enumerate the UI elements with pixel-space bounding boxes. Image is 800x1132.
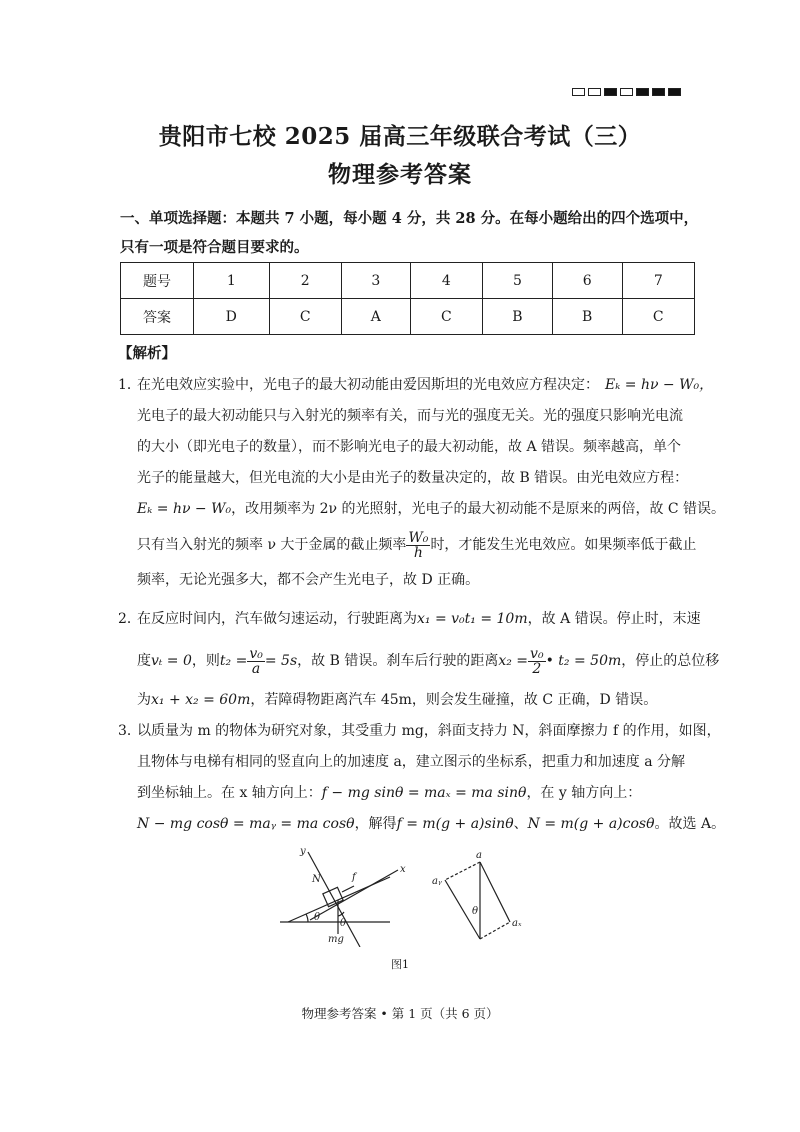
text-line: 频率，无论光强多大，都不会产生光电子，故 D 正确。	[137, 572, 480, 588]
text-span: 在光电效应实验中，光电子的最大初动能由爱因斯坦的光电效应方程决定：	[137, 377, 599, 393]
label-y: y	[300, 846, 306, 857]
table-cell: 1	[194, 263, 270, 299]
table-cell: 3	[341, 263, 410, 299]
text-span: ，解得	[354, 816, 397, 832]
text-span: 到坐标轴上。在 x 轴方向上：	[137, 785, 322, 801]
text-span: 时，才能发生光电效应。如果频率低于截止	[430, 537, 697, 553]
label-f: f	[352, 872, 356, 883]
table-cell: B	[483, 299, 553, 335]
text-span: ，若障碍物距离汽车 45m，则会发生碰撞，故 C 正确，D 错误。	[250, 692, 658, 708]
text-span: ，改用频率为 2ν 的光照射，光电子的最大初动能不是原来的两倍，故 C 错误。	[231, 501, 726, 517]
question-number: 3．	[118, 723, 141, 739]
text-line: 的大小（即光电子的数量），而不影响光电子的最大初动能，故 A 错误。频率越高，单个	[137, 439, 682, 455]
mark-filled	[652, 88, 665, 96]
table-cell: A	[341, 299, 410, 335]
text-line	[118, 525, 696, 565]
text-line	[118, 809, 726, 840]
equation: vₜ = 0	[151, 653, 192, 669]
label-x: x	[400, 864, 406, 875]
text-line: 光子的能量越大，但光电流的大小是由光子的数量决定的，故 B 错误。由光电效应方程：	[137, 470, 689, 486]
fraction	[247, 647, 265, 676]
fraction-denominator: 2	[532, 660, 542, 677]
y-axis	[308, 852, 360, 947]
question-number: 2．	[118, 611, 141, 627]
text-span: ，故 B 错误。刹车后行驶的距离	[297, 653, 499, 669]
mark-empty	[572, 88, 585, 96]
mark-filled	[636, 88, 649, 96]
label-N: N	[312, 874, 321, 885]
answer-table	[120, 262, 695, 335]
angle-arc	[306, 914, 308, 922]
text-span: 。故选 A。	[654, 816, 726, 832]
table-cell: 7	[622, 263, 694, 299]
equation: f − mg sinθ = maₓ = ma sinθ	[321, 785, 527, 801]
text-line: 且物体与电梯有相同的竖直向上的加速度 a，建立图示的坐标系，把重力和加速度 a 分解	[137, 754, 686, 770]
label-mg: mg	[328, 934, 344, 945]
text-line	[118, 494, 726, 525]
text-line	[118, 685, 696, 716]
table-cell: C	[410, 299, 482, 335]
table-cell: 5	[483, 263, 553, 299]
fraction	[528, 647, 546, 676]
table-cell: C	[269, 299, 341, 335]
page-footer: 物理参考答案 • 第 1 页（共 6 页）	[301, 1006, 499, 1021]
equation: x₁ + x₂ = 60m	[151, 692, 251, 708]
label-theta: θ	[472, 906, 479, 917]
table-cell: 6	[552, 263, 622, 299]
section-intro: 一、单项选择题：本题共 7 小题，每小题 4 分，共 28 分。在每小题给出的四个选项中，只有一项是符合题目要求的。	[120, 210, 699, 256]
text-span: 在反应时间内，汽车做匀速运动，行驶距离为	[137, 611, 417, 627]
answer-3	[118, 716, 726, 840]
equation: x₂ =	[498, 653, 529, 669]
table-header-cell: 答案	[121, 299, 194, 335]
ax-vector	[480, 862, 510, 922]
label-theta: θ	[314, 912, 321, 923]
ay-dashed	[445, 862, 480, 880]
table-row	[121, 299, 695, 335]
text-span: ，故 A 错误。停止时，末速	[527, 611, 701, 627]
text-line: 光电子的最大初动能只与入射光的频率有关，而与光的强度无关。光的强度只影响光电流	[137, 408, 683, 424]
fraction-numerator: v₀	[249, 645, 263, 662]
ax-dashed	[480, 922, 510, 939]
question-number: 1．	[118, 377, 141, 393]
fraction-denominator: a	[251, 660, 261, 677]
table-cell: 2	[269, 263, 341, 299]
equation: x₁ = v₀t₁ = 10m	[417, 611, 528, 627]
text-span: 为	[137, 692, 151, 708]
fraction-numerator: W₀	[408, 529, 429, 546]
print-marks	[572, 88, 681, 96]
fraction-denominator: h	[413, 544, 423, 561]
text-line	[118, 641, 720, 681]
force-diagram	[270, 842, 540, 947]
text-span: ，在 y 轴方向上：	[526, 785, 642, 801]
fraction-numerator: v₀	[530, 645, 544, 662]
figure-caption: 图1	[391, 958, 409, 971]
text-span: 、	[513, 816, 528, 832]
label-theta: θ	[340, 918, 347, 929]
text-span: ，则	[191, 653, 220, 669]
equation: t₂ =	[219, 653, 248, 669]
table-cell: 4	[410, 263, 482, 299]
equation: = 5s	[264, 653, 298, 669]
mark-empty	[620, 88, 633, 96]
equation: Eₖ = hν − W₀	[137, 501, 232, 517]
table-cell: B	[552, 299, 622, 335]
table-header-cell: 题号	[121, 263, 194, 299]
table-cell: D	[194, 299, 270, 335]
answer-1	[118, 370, 726, 596]
fraction	[406, 531, 430, 560]
mark-empty	[588, 88, 601, 96]
friction-vector	[342, 886, 354, 892]
text-span: 度	[137, 653, 151, 669]
text-line: 以质量为 m 的物体为研究对象，其受重力 mg，斜面支持力 N，斜面摩擦力 f 的作用，如图，	[137, 723, 721, 739]
text-line	[118, 604, 701, 635]
label-a: a	[476, 850, 482, 861]
equation: • t₂ = 50m	[545, 653, 622, 669]
label-ay: aᵧ	[432, 876, 442, 887]
mark-filled	[604, 88, 617, 96]
analysis-heading: 【解析】	[118, 345, 176, 362]
page-subtitle: 物理参考答案	[328, 161, 472, 188]
label-ax: aₓ	[512, 918, 522, 929]
table-cell: C	[622, 299, 694, 335]
answer-2	[118, 604, 720, 716]
equation: Eₖ = hν − W₀，	[605, 377, 714, 393]
table-row	[121, 263, 695, 299]
equation: N − mg cosθ = maᵧ = ma cosθ	[137, 816, 355, 832]
text-span: 只有当入射光的频率 ν 大于金属的截止频率	[137, 537, 407, 553]
mark-filled	[668, 88, 681, 96]
page-title: 贵阳市七校 2025 届高三年级联合考试（三）	[158, 123, 642, 150]
text-span: ，停止的总位移	[621, 653, 720, 669]
text-line	[118, 370, 714, 401]
equation: N = m(g + a)cosθ	[527, 816, 655, 832]
text-line	[118, 778, 696, 809]
equation: f = m(g + a)sinθ	[396, 816, 514, 832]
